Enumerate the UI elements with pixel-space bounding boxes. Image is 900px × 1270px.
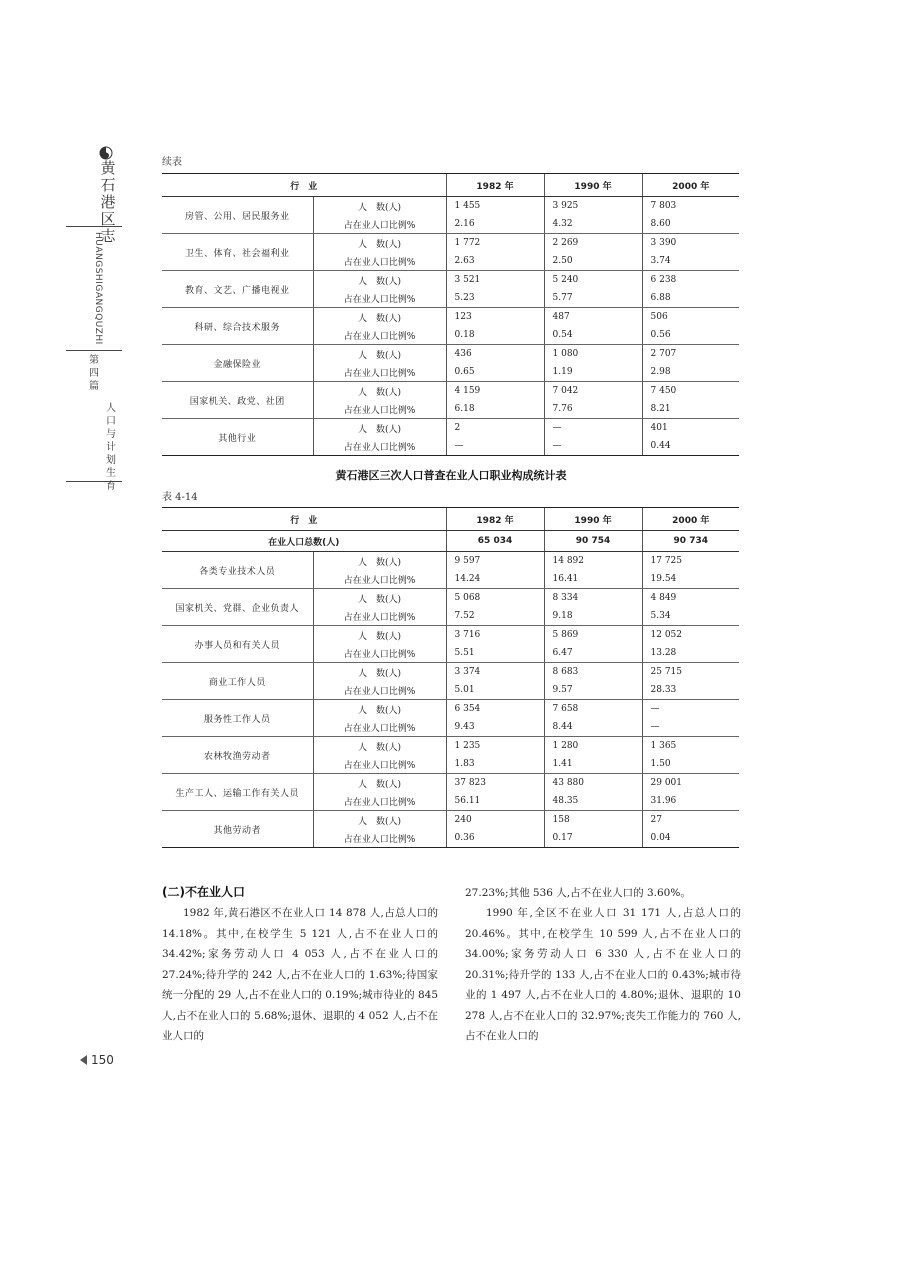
table-row (162, 626, 739, 645)
cell-percent: 5.01 (446, 681, 544, 700)
cell-percent: 48.35 (544, 792, 642, 811)
table-row (162, 663, 739, 682)
metric-percent-label: 占在业人口比例% (313, 252, 446, 271)
metric-count-label: 人 数(人) (313, 700, 446, 719)
metric-percent-label: 占在业人口比例% (313, 215, 446, 234)
cell-percent: 2.16 (446, 215, 544, 234)
cell-count: 1 455 (446, 197, 544, 216)
cell-percent: — (446, 437, 544, 456)
cell-percent: 2.50 (544, 252, 642, 271)
cell-percent: — (642, 718, 739, 737)
cell-percent: 28.33 (642, 681, 739, 700)
cell-count: 12 052 (642, 626, 739, 645)
row-label: 金融保险业 (162, 345, 313, 382)
metric-percent-label: 占在业人口比例% (313, 363, 446, 382)
row-label: 科研、综合技术服务 (162, 308, 313, 345)
cell-percent: 1.41 (544, 755, 642, 774)
cell-percent: 6.18 (446, 400, 544, 419)
margin-part-title: 人口与计划生育 (106, 403, 116, 492)
cell-count: 3 925 (544, 197, 642, 216)
cell-count: 401 (642, 419, 739, 438)
row-label: 生产工人、运输工作有关人员 (162, 774, 313, 811)
margin-rule (66, 226, 122, 227)
cell-count: 2 (446, 419, 544, 438)
header-2000: 2000 年 (642, 508, 739, 531)
metric-percent-label: 占在业人口比例% (313, 718, 446, 737)
cell-count: 1 772 (446, 234, 544, 253)
cell-count: 5 068 (446, 589, 544, 608)
table-row (162, 382, 739, 401)
header-industry: 行 业 (162, 174, 446, 197)
cell-count: 7 658 (544, 700, 642, 719)
cell-count: 14 892 (544, 552, 642, 571)
metric-count-label: 人 数(人) (313, 382, 446, 401)
cell-count: 5 240 (544, 271, 642, 290)
table-row (162, 811, 739, 830)
cell-count: 9 597 (446, 552, 544, 571)
metric-percent-label: 占在业人口比例% (313, 792, 446, 811)
metric-percent-label: 占在业人口比例% (313, 644, 446, 663)
cell-percent: 14.24 (446, 570, 544, 589)
row-label: 教育、文艺、广播电视业 (162, 271, 313, 308)
cell-count: 2 707 (642, 345, 739, 364)
metric-percent-label: 占在业人口比例% (313, 829, 446, 848)
header-1990: 1990 年 (544, 508, 642, 531)
cell-count: 7 803 (642, 197, 739, 216)
row-label: 国家机关、政党、社团 (162, 382, 313, 419)
cell-count: 1 080 (544, 345, 642, 364)
cell-count: — (544, 419, 642, 438)
cell-percent: 1.83 (446, 755, 544, 774)
margin-rule (66, 350, 122, 351)
cell-percent: 8.21 (642, 400, 739, 419)
table-row (162, 345, 739, 364)
cell-percent: 9.57 (544, 681, 642, 700)
cell-count: 506 (642, 308, 739, 327)
cell-percent: 9.43 (446, 718, 544, 737)
cell-percent: 0.04 (642, 829, 739, 848)
cell-percent: 6.47 (544, 644, 642, 663)
total-2000: 90 734 (642, 531, 739, 552)
cell-percent: 0.36 (446, 829, 544, 848)
cell-count: 29 001 (642, 774, 739, 793)
table-row (162, 197, 739, 216)
table-header-row (162, 174, 739, 197)
margin-pinyin: HUANGSHIGANGQUZHI (93, 232, 103, 345)
cell-percent: 2.63 (446, 252, 544, 271)
cell-percent: 8.44 (544, 718, 642, 737)
cell-count: 17 725 (642, 552, 739, 571)
cell-count: 1 365 (642, 737, 739, 756)
cell-percent: 0.18 (446, 326, 544, 345)
row-label: 卫生、体育、社会福利业 (162, 234, 313, 271)
cell-count: 3 521 (446, 271, 544, 290)
table-row (162, 308, 739, 327)
table-row (162, 234, 739, 253)
metric-percent-label: 占在业人口比例% (313, 437, 446, 456)
metric-count-label: 人 数(人) (313, 552, 446, 571)
section-heading: (二)不在业人口 (162, 885, 245, 899)
table-header-row (162, 508, 739, 531)
cell-percent: 5.51 (446, 644, 544, 663)
metric-count-label: 人 数(人) (313, 271, 446, 290)
header-industry: 行 业 (162, 508, 446, 531)
row-label: 房管、公用、居民服务业 (162, 197, 313, 234)
cell-count: 1 235 (446, 737, 544, 756)
cell-count: 2 269 (544, 234, 642, 253)
cell-count: 7 450 (642, 382, 739, 401)
cell-count: 37 823 (446, 774, 544, 793)
metric-percent-label: 占在业人口比例% (313, 681, 446, 700)
total-1990: 90 754 (544, 531, 642, 552)
metric-count-label: 人 数(人) (313, 626, 446, 645)
cell-count: 6 238 (642, 271, 739, 290)
table-caption: 表 4-14 (162, 492, 198, 503)
cell-percent: 5.77 (544, 289, 642, 308)
cell-count: 3 374 (446, 663, 544, 682)
row-label: 办事人员和有关人员 (162, 626, 313, 663)
triangle-left-icon (80, 1055, 87, 1065)
margin-rule (66, 481, 122, 482)
cell-count: 27 (642, 811, 739, 830)
paragraph-continuation: 27.23%;其他 536 人,占不在业人口的 3.60%。 (465, 887, 691, 899)
table-caption-continued: 续表 (162, 157, 182, 168)
table-row (162, 589, 739, 608)
row-label: 商业工作人员 (162, 663, 313, 700)
cell-count: 123 (446, 308, 544, 327)
cell-percent: 2.98 (642, 363, 739, 382)
cell-percent: 19.54 (642, 570, 739, 589)
cell-count: — (642, 700, 739, 719)
cell-percent: 7.76 (544, 400, 642, 419)
cell-percent: 5.34 (642, 607, 739, 626)
cell-percent: 1.19 (544, 363, 642, 382)
cell-count: 1 280 (544, 737, 642, 756)
metric-count-label: 人 数(人) (313, 663, 446, 682)
row-label: 其他劳动者 (162, 811, 313, 848)
total-1982: 65 034 (446, 531, 544, 552)
margin-book-title: 黄石港区志 (100, 159, 116, 245)
cell-percent: 31.96 (642, 792, 739, 811)
cell-percent: 0.65 (446, 363, 544, 382)
total-row (162, 531, 739, 552)
cell-percent: 0.44 (642, 437, 739, 456)
margin-part-label: 第四篇 (89, 355, 99, 392)
row-label: 各类专业技术人员 (162, 552, 313, 589)
cell-percent: 6.88 (642, 289, 739, 308)
table-row (162, 419, 739, 438)
cell-percent: 4.32 (544, 215, 642, 234)
metric-percent-label: 占在业人口比例% (313, 755, 446, 774)
cell-count: 240 (446, 811, 544, 830)
metric-count-label: 人 数(人) (313, 308, 446, 327)
table-row (162, 737, 739, 756)
row-label: 服务性工作人员 (162, 700, 313, 737)
occupation-table (162, 507, 739, 848)
cell-percent: 9.18 (544, 607, 642, 626)
paragraph-1982: 1982 年,黄石港区不在业人口 14 878 人,占总人口的 14.18%。其中,在校学生 5 121 人,占不在业人口的 34.42%;家务劳动人口 4 053 人,占不在业人口的 27.24%;待升学的 242 人,占不在业人口的 1.63%;待国家统一分配的 29 人,占不在业人口的 0.19%;城市待业的 845 人,占不在业人口的 5.68%;退休、退职的 4 052 人,占不在业人口的 (162, 907, 438, 1042)
metric-percent-label: 占在业人口比例% (313, 326, 446, 345)
metric-count-label: 人 数(人) (313, 589, 446, 608)
row-label: 农林牧渔劳动者 (162, 737, 313, 774)
page-number (80, 1053, 114, 1067)
metric-count-label: 人 数(人) (313, 774, 446, 793)
cell-percent: 13.28 (642, 644, 739, 663)
metric-percent-label: 占在业人口比例% (313, 607, 446, 626)
total-label: 在业人口总数(人) (162, 531, 446, 552)
table-row (162, 271, 739, 290)
cell-count: 436 (446, 345, 544, 364)
metric-count-label: 人 数(人) (313, 234, 446, 253)
cell-percent: 3.74 (642, 252, 739, 271)
cell-count: 3 716 (446, 626, 544, 645)
table-title: 黄石港区三次人口普查在业人口职业构成统计表 (335, 469, 567, 482)
cell-count: 487 (544, 308, 642, 327)
header-2000: 2000 年 (642, 174, 739, 197)
cell-percent: 0.56 (642, 326, 739, 345)
cell-percent: 1.50 (642, 755, 739, 774)
cell-count: 25 715 (642, 663, 739, 682)
metric-percent-label: 占在业人口比例% (313, 400, 446, 419)
cell-percent: 0.54 (544, 326, 642, 345)
metric-count-label: 人 数(人) (313, 737, 446, 756)
cell-count: 4 159 (446, 382, 544, 401)
table-row (162, 700, 739, 719)
cell-count: 6 354 (446, 700, 544, 719)
cell-count: 8 334 (544, 589, 642, 608)
cell-count: 7 042 (544, 382, 642, 401)
metric-count-label: 人 数(人) (313, 197, 446, 216)
cell-percent: 5.23 (446, 289, 544, 308)
paragraph-1990: 1990 年,全区不在业人口 31 171 人,占总人口的 20.46%。其中,在校学生 10 599 人,占不在业人口的 34.00%;家务劳动人口 6 330 人,占不在业人口的 20.31%;待升学的 133 人,占不在业人口的 0.43%;城市待业的 1 497 人,占不在业人口的 4.80%;退休、退职的 10 278 人,占不在业人口的 32.97%;丧失工作能力的 760 人,占不在业人口的 (465, 907, 741, 1042)
cell-percent: 0.17 (544, 829, 642, 848)
row-label: 其他行业 (162, 419, 313, 456)
row-label: 国家机关、党群、企业负责人 (162, 589, 313, 626)
table-row (162, 552, 739, 571)
cell-percent: 7.52 (446, 607, 544, 626)
metric-percent-label: 占在业人口比例% (313, 570, 446, 589)
cell-count: 43 880 (544, 774, 642, 793)
metric-percent-label: 占在业人口比例% (313, 289, 446, 308)
metric-count-label: 人 数(人) (313, 345, 446, 364)
cell-percent: 56.11 (446, 792, 544, 811)
cell-count: 8 683 (544, 663, 642, 682)
cell-count: 158 (544, 811, 642, 830)
table-row (162, 774, 739, 793)
cell-count: 4 849 (642, 589, 739, 608)
industry-table (162, 173, 739, 456)
metric-count-label: 人 数(人) (313, 811, 446, 830)
cell-percent: — (544, 437, 642, 456)
cell-count: 5 869 (544, 626, 642, 645)
cell-count: 3 390 (642, 234, 739, 253)
header-1982: 1982 年 (446, 508, 544, 531)
cell-percent: 16.41 (544, 570, 642, 589)
header-1982: 1982 年 (446, 174, 544, 197)
cell-percent: 8.60 (642, 215, 739, 234)
book-logo-icon (99, 146, 113, 160)
metric-count-label: 人 数(人) (313, 419, 446, 438)
header-1990: 1990 年 (544, 174, 642, 197)
page-number-text: 150 (91, 1053, 114, 1067)
